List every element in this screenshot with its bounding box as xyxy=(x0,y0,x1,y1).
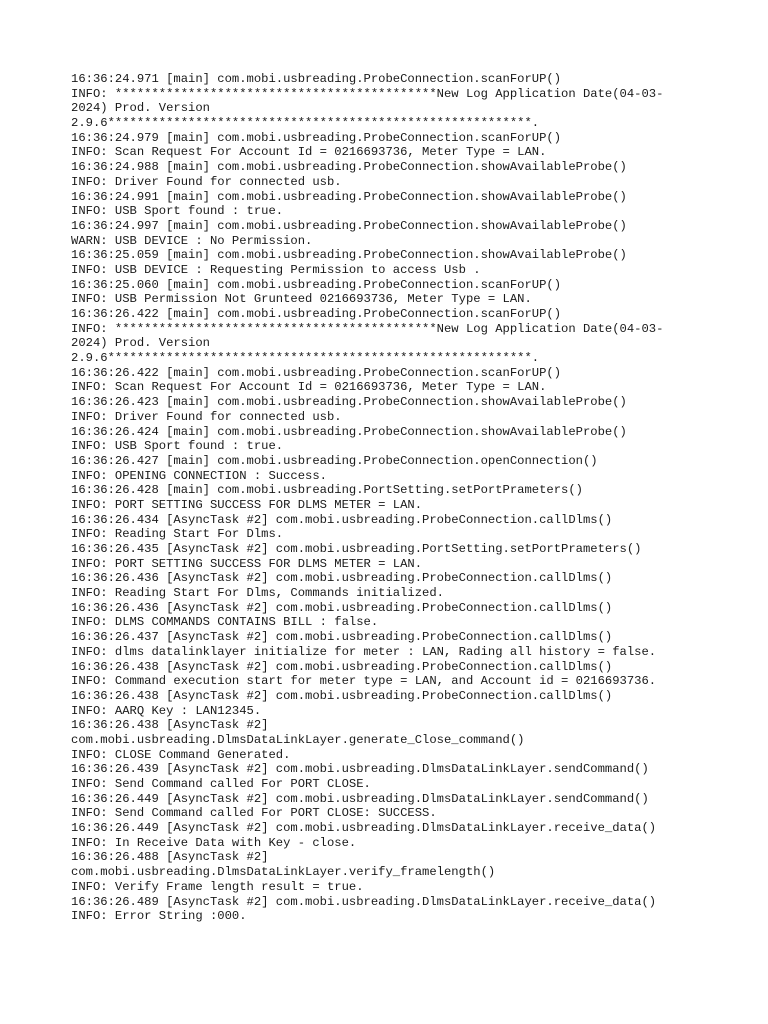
log-line: 16:36:26.428 [main] com.mobi.usbreading.PortSetting.setPortPrameters() xyxy=(71,483,583,498)
log-line: 16:36:26.436 [AsyncTask #2] com.mobi.usbreading.ProbeConnection.callDlms() xyxy=(71,571,613,586)
log-line: INFO: PORT SETTING SUCCESS FOR DLMS METER = LAN. xyxy=(71,556,423,571)
log-line: com.mobi.usbreading.DlmsDataLinkLayer.generate_Close_command() xyxy=(71,732,525,747)
log-line: INFO: USB Sport found : true. xyxy=(71,439,284,454)
log-line: INFO: ********************************************New Log Application Date(04-03- xyxy=(71,86,664,101)
log-line: INFO: Scan Request For Account Id = 0216693736, Meter Type = LAN. xyxy=(71,145,547,160)
log-line: 16:36:25.060 [main] com.mobi.usbreading.ProbeConnection.scanForUP() xyxy=(71,277,562,292)
log-line: INFO: Command execution start for meter type = LAN, and Account id = 0216693736. xyxy=(71,674,657,689)
log-line: INFO: USB Permission Not Grunteed 0216693736, Meter Type = LAN. xyxy=(71,292,532,307)
log-line: INFO: USB DEVICE : Requesting Permission to access Usb . xyxy=(71,262,481,277)
log-line: INFO: AARQ Key : LAN12345. xyxy=(71,703,262,718)
log-line: 16:36:26.438 [AsyncTask #2] xyxy=(71,718,269,733)
log-line: INFO: OPENING CONNECTION : Success. xyxy=(71,468,327,483)
log-line: INFO: Reading Start For Dlms, Commands initialized. xyxy=(71,586,444,601)
log-line: 16:36:24.997 [main] com.mobi.usbreading.ProbeConnection.showAvailableProbe() xyxy=(71,218,627,233)
log-line: 16:36:26.439 [AsyncTask #2] com.mobi.usbreading.DlmsDataLinkLayer.sendCommand() xyxy=(71,762,649,777)
log-line: 16:36:24.991 [main] com.mobi.usbreading.ProbeConnection.showAvailableProbe() xyxy=(71,189,627,204)
log-line: 2024) Prod. Version xyxy=(71,101,210,116)
log-line: INFO: CLOSE Command Generated. xyxy=(71,747,291,762)
log-line: 16:36:26.489 [AsyncTask #2] com.mobi.usbreading.DlmsDataLinkLayer.receive_data() xyxy=(71,894,657,909)
log-line: 2024) Prod. Version xyxy=(71,336,210,351)
log-line: 16:36:26.424 [main] com.mobi.usbreading.ProbeConnection.showAvailableProbe() xyxy=(71,424,627,439)
log-line: 16:36:24.988 [main] com.mobi.usbreading.ProbeConnection.showAvailableProbe() xyxy=(71,160,627,175)
log-line: 16:36:26.422 [main] com.mobi.usbreading.ProbeConnection.scanForUP() xyxy=(71,307,562,321)
log-line: INFO: PORT SETTING SUCCESS FOR DLMS METER = LAN. xyxy=(71,497,423,512)
log-line: INFO: Send Command called For PORT CLOSE. xyxy=(71,777,371,791)
log-line: 16:36:26.449 [AsyncTask #2] com.mobi.usbreading.DlmsDataLinkLayer.sendCommand() xyxy=(71,791,649,806)
log-line: 16:36:26.422 [main] com.mobi.usbreading.ProbeConnection.scanForUP() xyxy=(71,365,562,380)
log-line: 16:36:26.423 [main] com.mobi.usbreading.ProbeConnection.showAvailableProbe() xyxy=(71,395,627,410)
log-line: 16:36:26.434 [AsyncTask #2] com.mobi.usbreading.ProbeConnection.callDlms() xyxy=(71,512,613,527)
log-line: 2.9.6**********************************************************. xyxy=(71,351,540,366)
log-line: INFO: Verify Frame length result = true. xyxy=(71,879,364,894)
log-line: 16:36:26.437 [AsyncTask #2] com.mobi.usbreading.ProbeConnection.callDlms() xyxy=(71,630,613,645)
log-line: 16:36:26.436 [AsyncTask #2] com.mobi.usbreading.ProbeConnection.callDlms() xyxy=(71,600,613,615)
log-line: 16:36:26.427 [main] com.mobi.usbreading.ProbeConnection.openConnection() xyxy=(71,453,598,468)
log-line: 16:36:26.488 [AsyncTask #2] xyxy=(71,850,269,865)
log-line: INFO: Error String :000. xyxy=(71,909,247,924)
log-line: 16:36:26.435 [AsyncTask #2] com.mobi.usbreading.PortSetting.setPortPrameters() xyxy=(71,542,642,556)
log-line: INFO: In Receive Data with Key - close. xyxy=(71,835,357,850)
log-line: INFO: dlms datalinklayer initialize for meter : LAN, Rading all history = false. xyxy=(71,644,657,659)
log-line: 16:36:24.971 [main] com.mobi.usbreading.ProbeConnection.scanForUP() xyxy=(71,72,562,86)
log-line: 16:36:26.449 [AsyncTask #2] com.mobi.usbreading.DlmsDataLinkLayer.receive_data() xyxy=(71,821,657,836)
log-line: 16:36:24.979 [main] com.mobi.usbreading.ProbeConnection.scanForUP() xyxy=(71,130,562,145)
log-text-block xyxy=(71,72,711,924)
log-line: INFO: Reading Start For Dlms. xyxy=(71,527,284,542)
log-line: INFO: Send Command called For PORT CLOSE: SUCCESS. xyxy=(71,806,437,821)
log-line: 16:36:25.059 [main] com.mobi.usbreading.ProbeConnection.showAvailableProbe() xyxy=(71,248,627,263)
log-line: INFO: ********************************************New Log Application Date(04-03- xyxy=(71,321,664,336)
log-line: 16:36:26.438 [AsyncTask #2] com.mobi.usbreading.ProbeConnection.callDlms() xyxy=(71,659,613,674)
log-line: INFO: Driver Found for connected usb. xyxy=(71,174,342,189)
log-line: com.mobi.usbreading.DlmsDataLinkLayer.verify_framelength() xyxy=(71,865,496,880)
log-line: INFO: USB Sport found : true. xyxy=(71,204,284,219)
log-line: WARN: USB DEVICE : No Permission. xyxy=(71,233,313,248)
log-line: INFO: Driver Found for connected usb. xyxy=(71,409,342,424)
log-line: INFO: DLMS COMMANDS CONTAINS BILL : false. xyxy=(71,615,379,630)
log-line: INFO: Scan Request For Account Id = 0216693736, Meter Type = LAN. xyxy=(71,380,547,395)
log-line: 16:36:26.438 [AsyncTask #2] com.mobi.usbreading.ProbeConnection.callDlms() xyxy=(71,688,613,703)
log-line: 2.9.6**********************************************************. xyxy=(71,116,540,131)
